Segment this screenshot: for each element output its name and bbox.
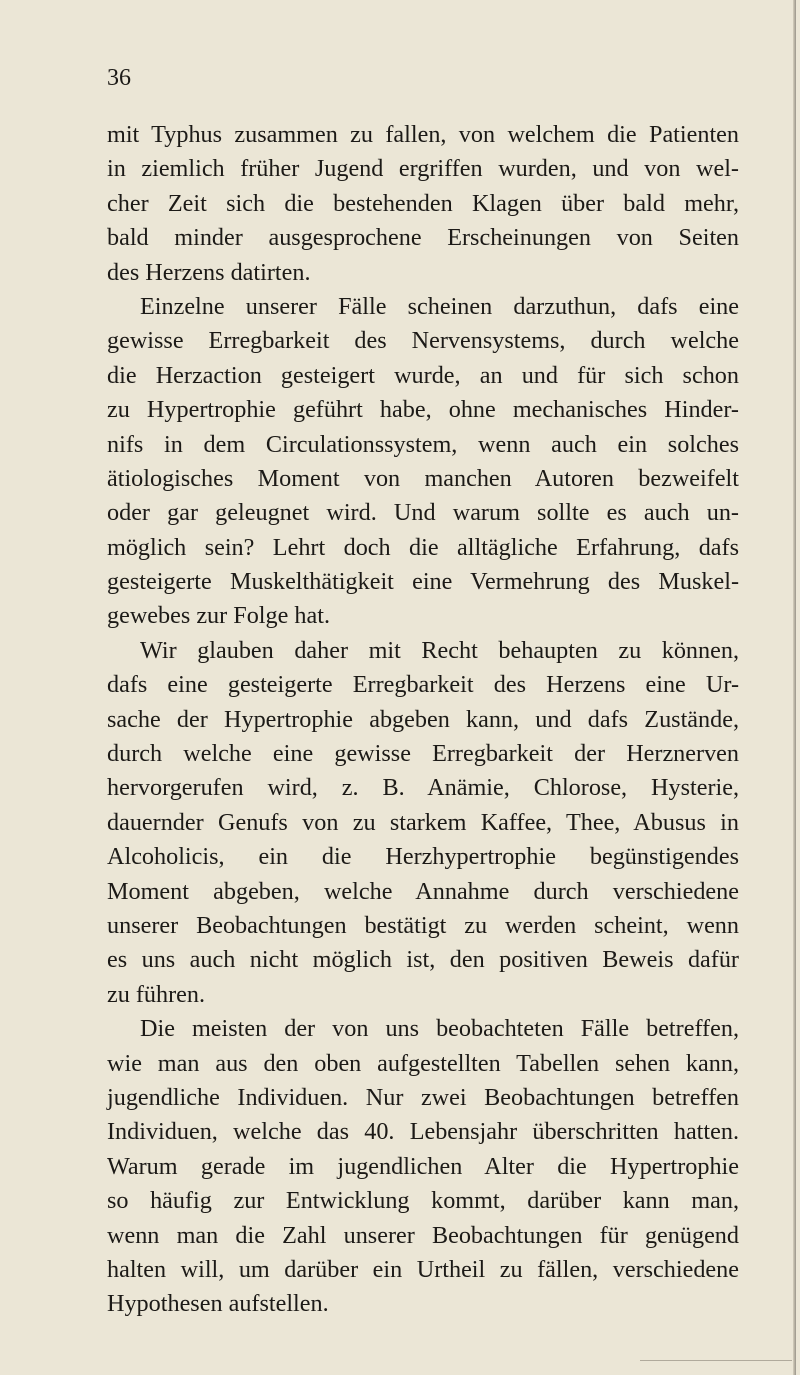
text-line: halten will, um darüber ein Urtheil zu fällen, verschiedene <box>107 1255 739 1283</box>
text-line: dauernder Genufs von zu starkem Kaffee, Thee, Abusus in <box>107 808 739 836</box>
text-line: nifs in dem Circulationssystem, wenn auch ein solches <box>107 430 739 458</box>
text-line: bald minder ausgesprochene Erscheinungen von Seiten <box>107 224 739 252</box>
text-line: unserer Beobachtungen bestätigt zu werden scheint, wenn <box>107 911 739 939</box>
text-line: Hypothesen aufstellen. <box>107 1290 329 1318</box>
text-line: jugendliche Individuen. Nur zwei Beobachtungen betreffen <box>107 1083 739 1111</box>
text-line: durch welche eine gewisse Erregbarkeit der Herznerven <box>107 740 739 768</box>
text-line: des Herzens datirten. <box>107 258 311 286</box>
page-edge-shadow <box>793 0 796 1375</box>
text-line: mit Typhus zusammen zu fallen, von welchem die Patienten <box>107 121 739 148</box>
text-line: dafs eine gesteigerte Erregbarkeit des Herzens eine Ur- <box>107 671 739 699</box>
text-line: Alcoholicis, ein die Herzhypertrophie begünstigendes <box>107 843 739 871</box>
text-line: möglich sein? Lehrt doch die alltägliche Erfahrung, dafs <box>107 533 739 561</box>
text-line: sache der Hypertrophie abgeben kann, und dafs Zustände, <box>107 705 739 733</box>
page-bottom-rule <box>640 1360 792 1361</box>
text-line: so häufig zur Entwicklung kommt, darüber kann man, <box>107 1187 739 1215</box>
text-line: cher Zeit sich die bestehenden Klagen über bald mehr, <box>107 189 739 217</box>
text-line: ätiologisches Moment von manchen Autoren bezweifelt <box>107 464 739 492</box>
text-line: zu Hypertrophie geführt habe, ohne mechanisches Hinder- <box>107 396 739 424</box>
text-line: es uns auch nicht möglich ist, den positiven Beweis dafür <box>107 946 739 974</box>
text-line: zu führen. <box>107 980 206 1008</box>
text-line: gewebes zur Folge hat. <box>107 602 330 630</box>
text-line: Wir glauben daher mit Recht behaupten zu können, <box>140 636 739 664</box>
text-line: gewisse Erregbarkeit des Nervensystems, durch welche <box>107 327 739 355</box>
text-line: die Herzaction gesteigert wurde, an und für sich schon <box>107 361 739 389</box>
text-line: Einzelne unserer Fälle scheinen darzuthun, dafs eine <box>140 292 739 320</box>
text-line: Warum gerade im jugendlichen Alter die Hypertrophie <box>107 1152 739 1180</box>
text-line: Individuen, welche das 40. Lebensjahr überschritten hatten. <box>107 1118 739 1146</box>
text-line: wenn man die Zahl unserer Beobachtungen für genügend <box>107 1221 739 1249</box>
text-line: oder gar geleugnet wird. Und warum sollte es auch un- <box>107 499 739 527</box>
text-line: gesteigerte Muskelthätigkeit eine Vermehrung des Muskel- <box>107 568 739 596</box>
text-line: in ziemlich früher Jugend ergriffen wurden, und von wel- <box>107 155 739 183</box>
text-line: Die meisten der von uns beobachteten Fälle betreffen, <box>140 1015 739 1043</box>
body-text <box>107 118 739 1322</box>
text-line: hervorgerufen wird, z. B. Anämie, Chlorose, Hysterie, <box>107 774 739 802</box>
page-number: 36 <box>107 65 131 91</box>
text-line: wie man aus den oben aufgestellten Tabellen sehen kann, <box>107 1049 739 1077</box>
text-line: Moment abgeben, welche Annahme durch verschiedene <box>107 877 739 905</box>
